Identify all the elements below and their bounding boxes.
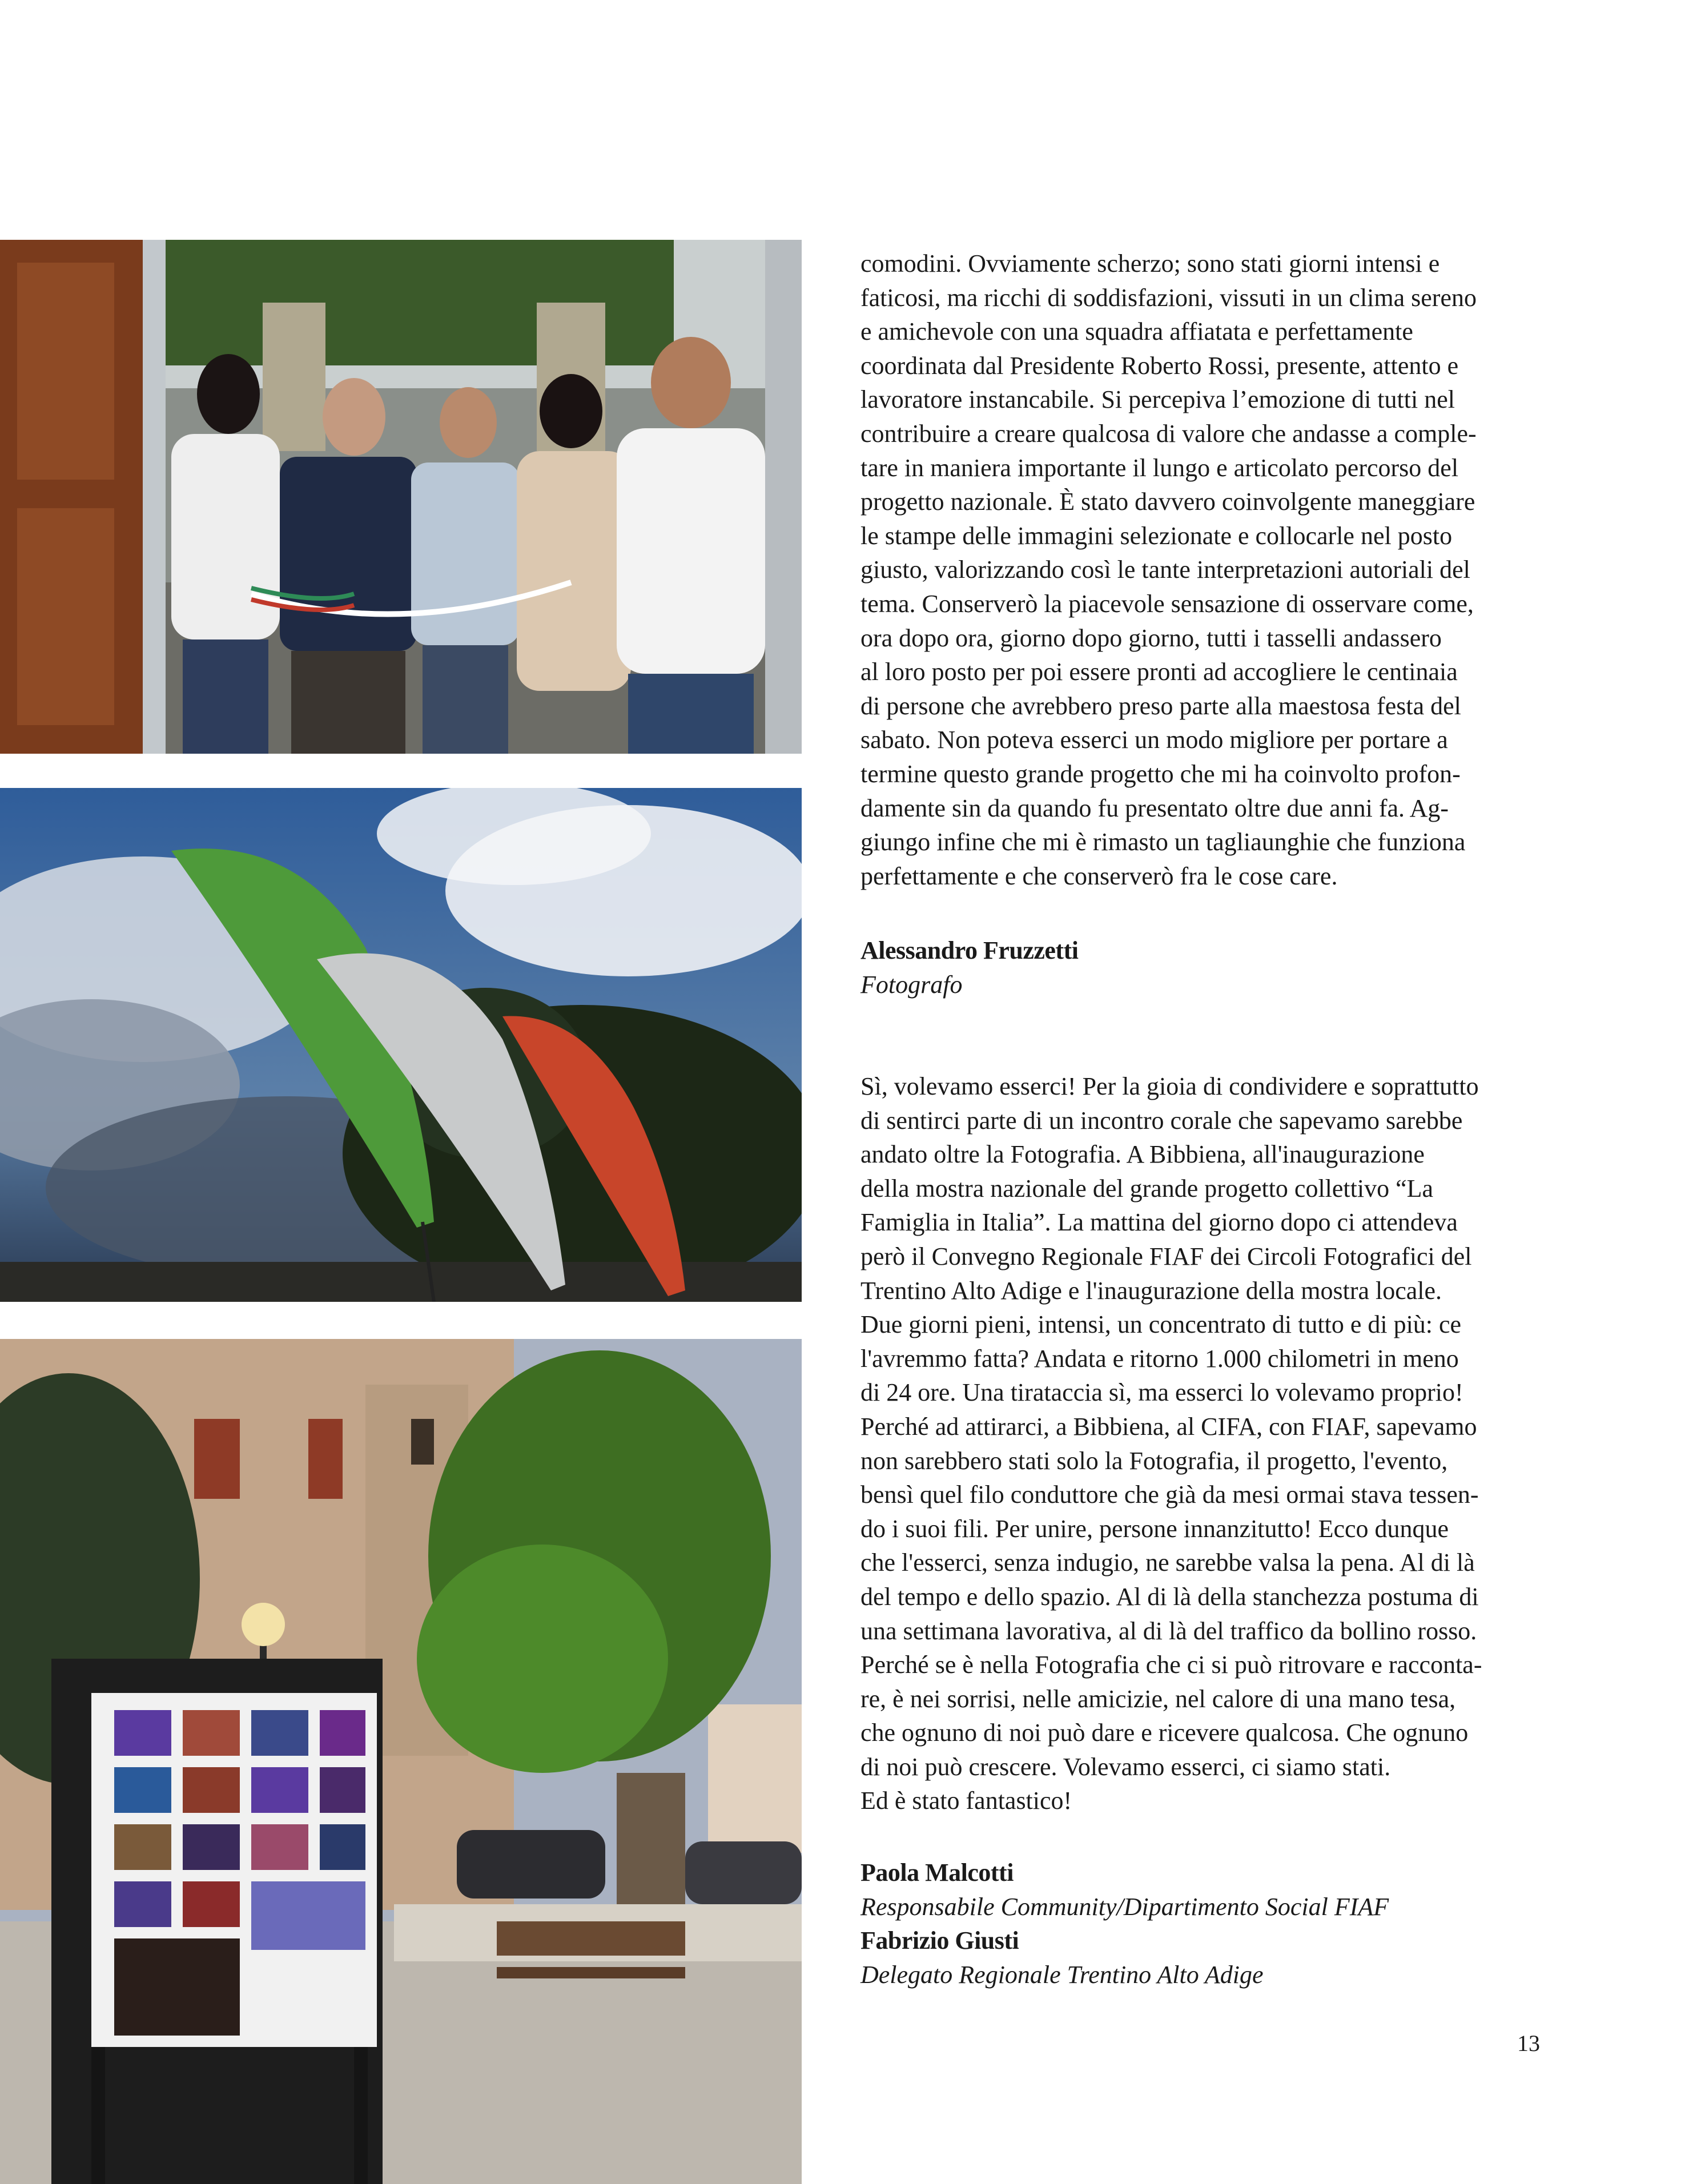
ribbon-cutting-photo: [0, 240, 802, 754]
text-line: damente sin da quando fu presentato oltre due anni fa. Ag-: [860, 794, 1449, 822]
author-role: Fotografo: [860, 970, 963, 999]
text-line: le stampe delle immagini selezionate e collocarle nel posto: [860, 521, 1453, 550]
article-1-body: [860, 247, 1540, 893]
text-line: do i suoi fili. Per unire, persone innanzitutto! Ecco dunque: [860, 1514, 1449, 1543]
text-line: re, è nei sorrisi, nelle amicizie, nel calore di una mano tesa,: [860, 1684, 1456, 1713]
author-role: Responsabile Community/Dipartimento Social FIAF: [860, 1892, 1389, 1921]
article-1-signature: [860, 934, 1540, 1001]
text-line: coordinata dal Presidente Roberto Rossi, presente, attento e: [860, 351, 1459, 380]
text-line: Sì, volevamo esserci! Per la gioia di condividere e soprattutto: [860, 1072, 1479, 1100]
text-line: che l'esserci, senza indugio, ne sarebbe valsa la pena. Al di là: [860, 1548, 1475, 1577]
text-line: del tempo e dello spazio. Al di là della stanchezza postuma di: [860, 1582, 1479, 1611]
author-name: Paola Malcotti: [860, 1859, 1014, 1887]
text-line: contribuire a creare qualcosa di valore che andasse a comple-: [860, 419, 1477, 448]
page-number: 13: [1517, 2030, 1540, 2056]
text-line: una settimana lavorativa, al di là del traffico da bollino rosso.: [860, 1616, 1477, 1645]
text-line: giungo infine che mi è rimasto un tagliaunghie che funziona: [860, 828, 1466, 856]
text-line: Famiglia in Italia”. La mattina del giorno dopo ci attendeva: [860, 1208, 1458, 1237]
text-line: di noi può crescere. Volevamo esserci, ci siamo stati.: [860, 1752, 1391, 1781]
flags-photo: [0, 788, 802, 1302]
text-line: sabato. Non poteva esserci un modo migliore per portare a: [860, 726, 1448, 754]
text-line: non sarebbero stati solo la Fotografia, il progetto, l'evento,: [860, 1446, 1448, 1475]
text-line: bensì quel filo conduttore che già da mesi ormai stava tessen-: [860, 1481, 1479, 1509]
text-line: progetto nazionale. È stato davvero coinvolgente maneggiare: [860, 488, 1475, 516]
text-line: Trentino Alto Adige e l'inaugurazione della mostra locale.: [860, 1276, 1442, 1305]
text-line: Perché se è nella Fotografia che ci si può ritrovare e racconta-: [860, 1651, 1482, 1679]
article-2-body: [860, 1069, 1540, 1818]
text-line: tare in maniera importante il lungo e articolato percorso del: [860, 453, 1459, 482]
text-line: di sentirci parte di un incontro corale che sapevamo sarebbe: [860, 1106, 1463, 1135]
author-name: Alessandro Fruzzetti: [860, 936, 1079, 964]
text-line: di persone che avrebbero preso parte alla maestosa festa del: [860, 691, 1461, 720]
text-line: comodini. Ovviamente scherzo; sono stati giorni intensi e: [860, 250, 1440, 277]
text-line: termine questo grande progetto che mi ha coinvolto profon-: [860, 759, 1461, 788]
text-line: perfettamente e che conserverò fra le cose care.: [860, 862, 1338, 890]
text-line: faticosi, ma ricchi di soddisfazioni, vissuti in un clima sereno: [860, 283, 1477, 312]
text-line: andato oltre la Fotografia. A Bibbiena, all'inaugurazione: [860, 1140, 1425, 1169]
text-line: Due giorni pieni, intensi, un concentrato di tutto e di più: ce: [860, 1310, 1462, 1339]
text-line: tema. Conserverò la piacevole sensazione di osservare come,: [860, 589, 1474, 618]
text-line: Perché ad attirarci, a Bibbiena, al CIFA, con FIAF, sapevamo: [860, 1412, 1477, 1441]
plaza-exhibition-photo: [0, 1339, 802, 2184]
article-2-signature: [860, 1856, 1540, 1992]
text-line: ora dopo ora, giorno dopo giorno, tutti i tasselli andassero: [860, 624, 1442, 652]
text-line: della mostra nazionale del grande progetto collettivo “La: [860, 1174, 1434, 1202]
text-line: e amichevole con una squadra affiatata e perfettamente: [860, 317, 1413, 346]
text-line: giusto, valorizzando così le tante interpretazioni autoriali del: [860, 556, 1470, 584]
text-line: che ognuno di noi può dare e ricevere qualcosa. Che ognuno: [860, 1719, 1469, 1747]
text-line: lavoratore instancabile. Si percepiva l’emozione di tutti nel: [860, 385, 1455, 414]
text-line: Ed è stato fantastico!: [860, 1787, 1072, 1815]
text-line: al loro posto per poi essere pronti ad accogliere le centinaia: [860, 658, 1458, 686]
author-role: Delegato Regionale Trentino Alto Adige: [860, 1960, 1264, 1989]
author-name: Fabrizio Giusti: [860, 1926, 1019, 1955]
text-line: l'avremmo fatta? Andata e ritorno 1.000 chilometri in meno: [860, 1344, 1459, 1373]
text-line: di 24 ore. Una tirataccia sì, ma esserci lo volevamo proprio!: [860, 1378, 1463, 1407]
text-line: però il Convegno Regionale FIAF dei Circoli Fotografici del: [860, 1242, 1472, 1270]
